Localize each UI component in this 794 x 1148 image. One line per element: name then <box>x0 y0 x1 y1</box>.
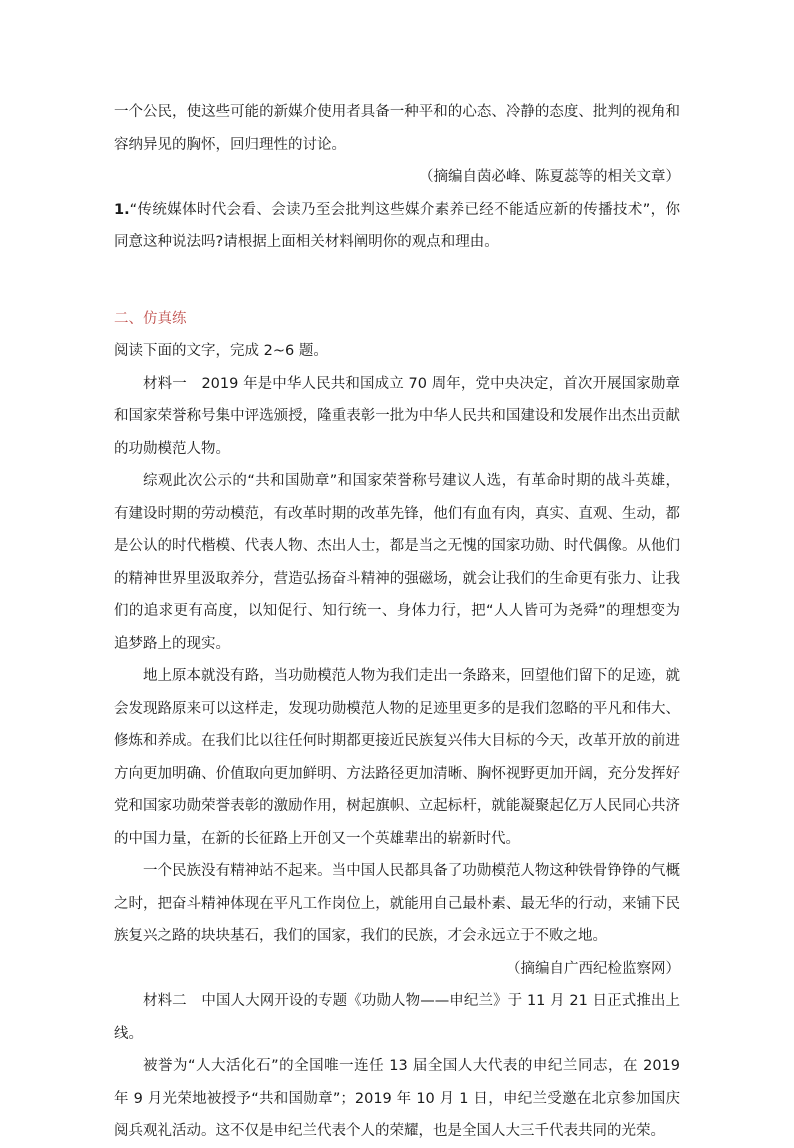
section-instruction: 阅读下面的文字，完成 2~6 题。 <box>114 343 328 359</box>
material2-paragraph-2: 被誉为“人大活化石”的全国唯一连任 13 届全国人大代表的申纪兰同志，在 2019 年 9 月光荣地被授予“共和国勋章”；2019 年 10 月 1 日，申纪兰受邀在北京参加国庆阅兵观礼活动。这不仅是申纪兰代表个人的荣耀，也是全国人大三千代表共同的光荣。 <box>114 1058 680 1139</box>
question-1 <box>114 194 680 259</box>
material1-paragraph-2: 综观此次公示的“共和国勋章”和国家荣誉称号建议人选，有革命时期的战斗英雄，有建设时期的劳动模范，有改革时期的改革先锋，他们有血有肉，真实、直观、生动，都是公认的时代楷模、代表人物、杰出人士，都是当之无愧的国家功勋、时代偶像。从他们的精神世界里汲取养分，营造弘扬奋斗精神的强磁场，就会让我们的生命更有张力、让我们的追求更有高度，以知促行、知行统一、身体力行，把“人人皆可为尧舜”的理想变为追梦路上的现实。 <box>114 473 680 652</box>
material1-paragraph-1: 材料一 2019 年是中华人民共和国成立 70 周年，党中央决定，首次开展国家勋章和国家荣誉称号集中评选颁授，隆重表彰一批为中华人民共和国建设和发展作出杰出贡献的功勋模范人物。 <box>114 375 680 457</box>
material2-paragraph-1: 材料二 中国人大网开设的专题《功勋人物——申纪兰》于 11 月 21 日正式推出上线。 <box>114 993 680 1042</box>
question-number: 1. <box>114 201 130 218</box>
material1-paragraph-4: 一个民族没有精神站不起来。当中国人民都具备了功勋模范人物这种铁骨铮铮的气概之时，把奋斗精神体现在平凡工作岗位上，就能用自己最朴素、最无华的行动，来铺下民族复兴之路的块块基石，我们的国家，我们的民族，才会永远立于不败之地。 <box>114 863 680 944</box>
question-text: “传统媒体时代会看、会读乃至会批判这些媒介素养已经不能适应新的传播技术”，你同意这种说法吗?请根据上面相关材料阐明你的观点和理由。 <box>114 201 680 250</box>
material1-paragraph-3: 地上原本就没有路，当功勋模范人物为我们走出一条路来，回望他们留下的足迹，就会发现路原来可以这样走，发现功勋模范人物的足迹里更多的是我们忽略的平凡和伟大、修炼和养成。在我们比以往任何时期都更接近民族复兴伟大目标的今天，改革开放的前进方向更加明确、价值取向更加鲜明、方法路径更加清晰、胸怀视野更加开阔，充分发挥好党和国家功勋荣誉表彰的激励作用，树起旗帜、立起标杆，就能凝聚起亿万人民同心共济的中国力量，在新的长征路上开创又一个英雄辈出的崭新时代。 <box>114 668 680 847</box>
document-body <box>114 96 680 1148</box>
source-citation-2: （摘编自广西纪检监察网） <box>506 960 680 977</box>
source-citation-1: （摘编自茵必峰、陈夏蕊等的相关文章） <box>419 169 680 185</box>
section-title: 二、仿真练 <box>114 310 187 327</box>
spacer <box>114 259 680 281</box>
paragraph-top: 一个公民，使这些可能的新媒介使用者具备一种平和的心态、冷静的态度、批判的视角和容纳异见的胸怀，回归理性的讨论。 <box>114 104 680 153</box>
